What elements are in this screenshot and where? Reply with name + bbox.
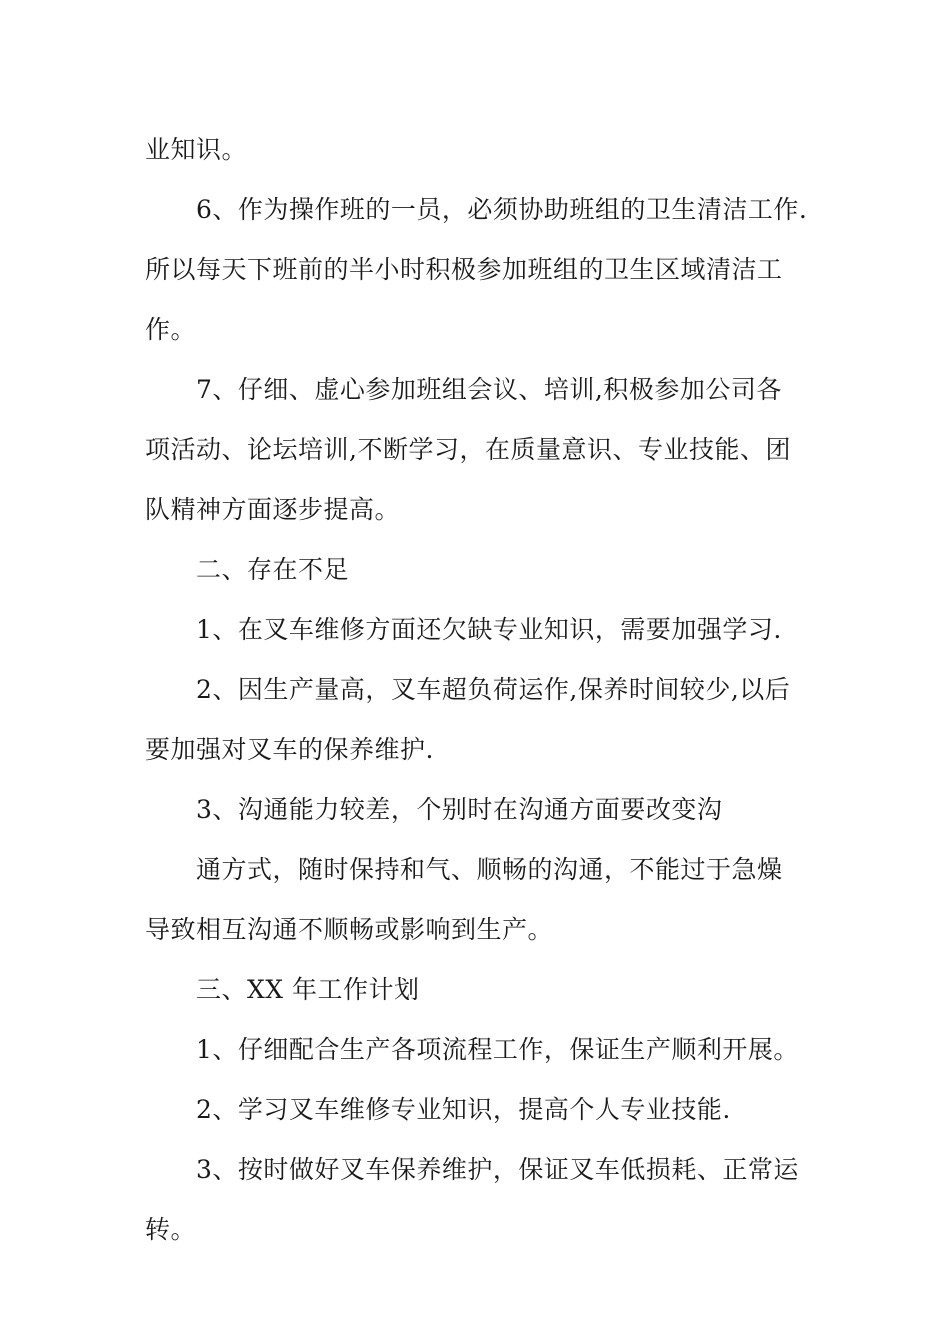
text-line: 6、作为操作班的一员，必须协助班组的卫生清洁工作. [196, 195, 808, 224]
text-line: 要加强对叉车的保养维护. [145, 735, 434, 764]
text-line: 3、沟通能力较差，个别时在沟通方面要改变沟 [196, 795, 723, 824]
text-line: 业知识。 [145, 135, 248, 164]
text-line: 2、学习叉车维修专业知识，提高个人专业技能. [196, 1095, 731, 1124]
section-heading: 三、XX 年工作计划 [196, 975, 420, 1004]
text-line: 队精神方面逐步提高。 [145, 495, 401, 524]
text-line: 转。 [145, 1215, 197, 1244]
text-line: 1、在叉车维修方面还欠缺专业知识，需要加强学习. [196, 615, 782, 644]
text-line: 导致相互沟通不顺畅或影响到生产。 [145, 915, 554, 944]
text-line: 2、因生产量高，叉车超负荷运作,保养时间较少,以后 [196, 675, 791, 704]
section-heading: 二、存在不足 [196, 555, 350, 584]
text-line: 项活动、论坛培训,不断学习，在质量意识、专业技能、团 [145, 435, 791, 464]
text-line: 3、按时做好叉车保养维护，保证叉车低损耗、正常运 [196, 1155, 799, 1184]
text-line: 1、仔细配合生产各项流程工作，保证生产顺利开展。 [196, 1035, 799, 1064]
text-line: 所以每天下班前的半小时积极参加班组的卫生区域清洁工 [145, 255, 783, 284]
text-line: 通方式，随时保持和气、顺畅的沟通，不能过于急燥 [196, 855, 783, 884]
text-line: 作。 [145, 315, 197, 344]
text-line: 7、仔细、虚心参加班组会议、培训,积极参加公司各 [196, 375, 782, 404]
